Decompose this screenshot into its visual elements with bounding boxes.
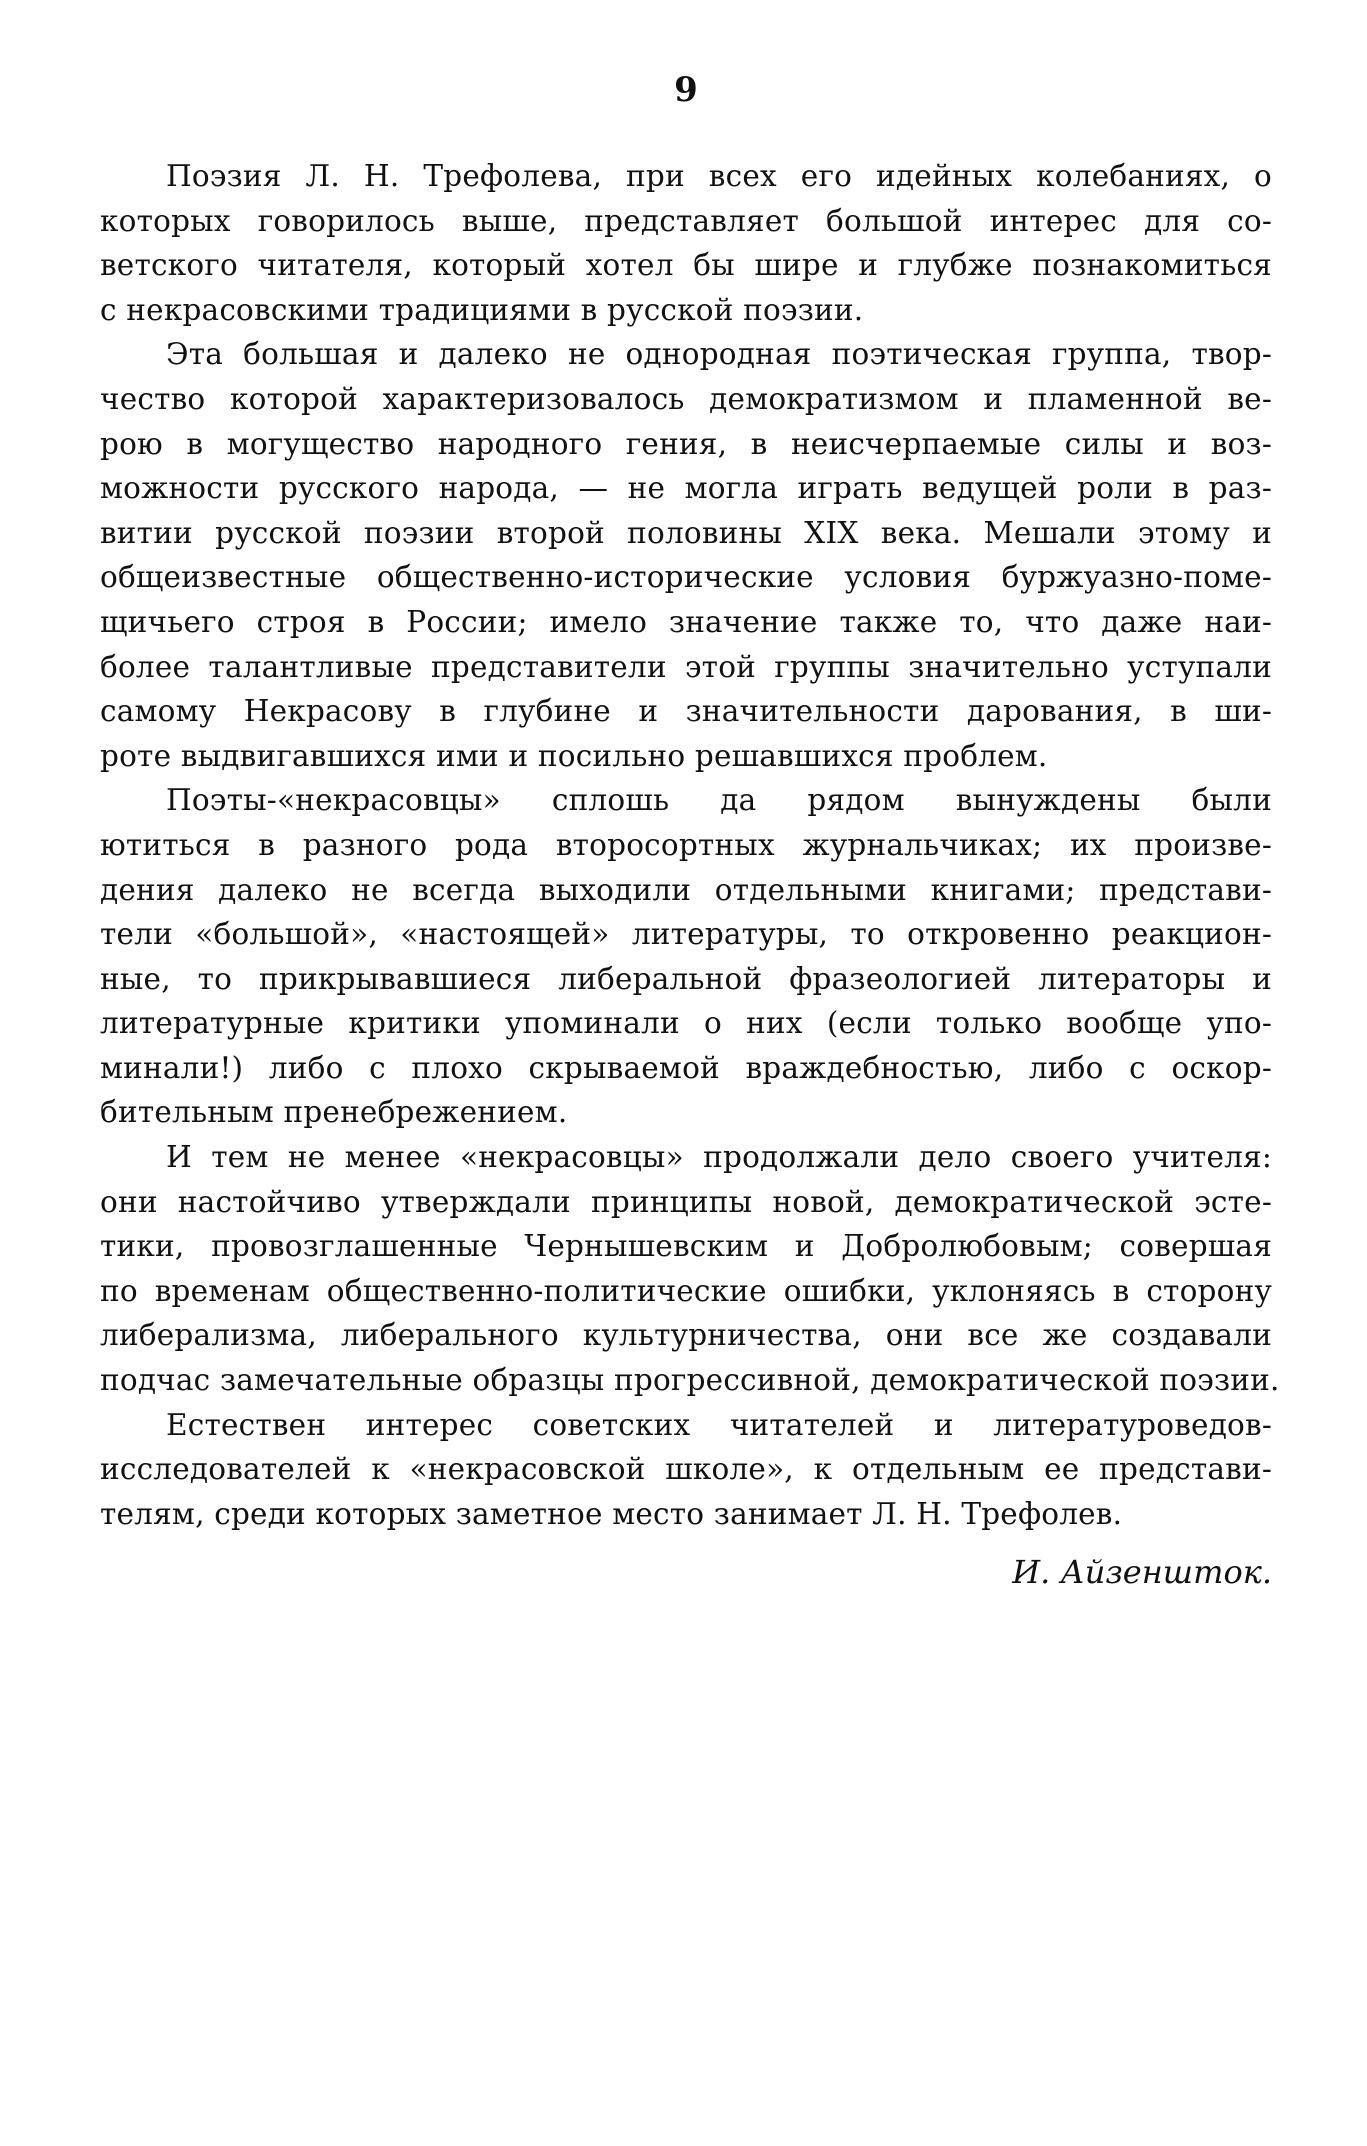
paragraph-3-line: литературные критики упоминали о них (если только вообще упо- (100, 1006, 1272, 1041)
paragraph-4-line: И тем не менее «некрасовцы» продолжали дело своего учителя: (166, 1140, 1272, 1175)
page-number: 9 (674, 70, 698, 110)
paragraph-4-line: по временам общественно-политические ошибки, уклоняясь в сторону (100, 1273, 1272, 1308)
paragraph-2-line: более талантливые представители этой группы значительно уступали (100, 649, 1272, 684)
author-signature: И. Айзеншток. (1012, 1553, 1272, 1592)
paragraph-2-line: чество которой характеризовалось демократизмом и пламенной ве- (100, 381, 1272, 416)
paragraph-4-line: подчас замечательные образцы прогрессивной, демократической поэзии. (100, 1363, 1280, 1398)
paragraph-3-line: Поэты-«некрасовцы» сплошь да рядом вынуждены были (166, 783, 1272, 818)
paragraph-4-line: тики, провозглашенные Чернышевским и Добролюбовым; совершая (100, 1229, 1272, 1264)
paragraph-1-line: Поэзия Л. Н. Трефолева, при всех его идейных колебаниях, о (166, 159, 1272, 193)
paragraph-2-line: общеизвестные общественно-исторические условия буржуазно-поме- (100, 560, 1272, 595)
paragraph-4-line: либерализма, либерального культурничества, они все же создавали (100, 1318, 1272, 1353)
document-page (100, 70, 1280, 1594)
paragraph-3-line: ные, то прикрывавшиеся либеральной фразеологией литераторы и (100, 961, 1272, 996)
paragraph-1-line: с некрасовскими традициями в русской поэзии. (100, 292, 864, 327)
paragraph-3-line: дения далеко не всегда выходили отдельными книгами; представи- (100, 872, 1272, 907)
paragraph-2-line: можности русского народа, — не могла играть ведущей роли в раз- (100, 471, 1272, 506)
paragraph-1-line: которых говорилось выше, представляет большой интерес для со- (100, 203, 1272, 238)
paragraph-2-line: витии русской поэзии второй половины XIX века. Мешали этому и (100, 515, 1272, 550)
body-text (100, 154, 1280, 1536)
paragraph-2-line: рою в могущество народного гения, в неисчерпаемые силы и воз- (100, 426, 1272, 461)
paragraph-2-line: самому Некрасову в глубине и значительности дарования, в ши- (100, 694, 1272, 729)
paragraph-5-line: исследователей к «некрасовской школе», к отдельным ее представи- (100, 1452, 1272, 1487)
paragraph-5-line: телям, среди которых заметное место занимает Л. Н. Трефолев. (100, 1496, 1123, 1531)
paragraph-3-line: ютиться в разного рода второсортных журнальчиках; их произве- (100, 827, 1272, 862)
paragraph-3-line: тели «большой», «настоящей» литературы, то откровенно реакцион- (100, 917, 1272, 952)
paragraph-2-line: роте выдвигавшихся ими и посильно решавшихся проблем. (100, 738, 1048, 773)
paragraph-1-line: ветского читателя, который хотел бы шире и глубже познакомиться (100, 248, 1272, 283)
paragraph-3-line: бительным пренебрежением. (100, 1095, 568, 1130)
paragraph-2-line: щичьего строя в России; имело значение также то, что даже наи- (100, 604, 1272, 639)
paragraph-3-line: минали!) либо с плохо скрываемой враждебностью, либо с оскор- (100, 1050, 1272, 1085)
paragraph-5-line: Естествен интерес советских читателей и литературоведов- (166, 1407, 1272, 1442)
paragraph-4-line: они настойчиво утверждали принципы новой, демократической эсте- (100, 1184, 1272, 1219)
paragraph-2-line: Эта большая и далеко не однородная поэтическая группа, твор- (166, 337, 1272, 372)
